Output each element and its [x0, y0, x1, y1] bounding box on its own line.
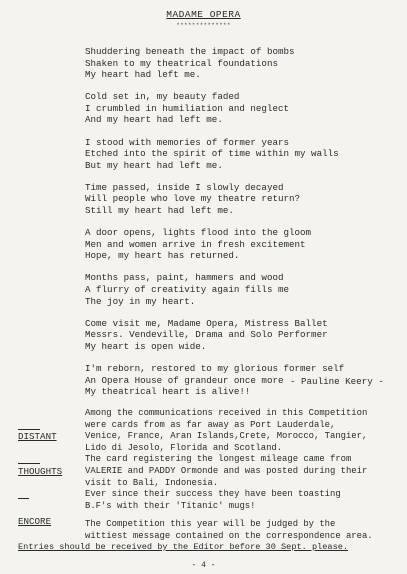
encore-body — [85, 519, 400, 542]
page-number: - 4 - — [191, 561, 216, 570]
body-line: Venice, France, Aran Islands,Crete, Morocco, Tangier, — [85, 431, 368, 442]
encore-heading: ENCORE — [18, 516, 52, 527]
poem-line: Messrs. Vendeville, Drama and Solo Performer — [85, 329, 328, 341]
body-line: Ever since their success they have been toasting — [85, 489, 341, 500]
poem-line: I'm reborn, restored to my glorious former self — [85, 362, 345, 374]
poem-line: I stood with memories of former years — [85, 136, 289, 148]
body-line: were cards from as far away as Port Lauderdale, — [85, 419, 336, 430]
poem-stanza — [85, 227, 395, 262]
body-line: Lido di Jesolo, Florida and Scotland. — [85, 442, 283, 453]
encore-footer — [18, 542, 403, 554]
poem-line: Cold set in, my beauty faded — [85, 91, 240, 103]
poem-line: I crumbled in humiliation and neglect — [85, 102, 289, 114]
poem-line: An Opera House of grandeur once more — [85, 374, 284, 386]
poem-line: My heart had left me. — [85, 69, 201, 81]
poem-line: Men and women arrive in fresh excitement — [85, 238, 306, 250]
poem-line: Shuddering beneath the impact of bombs — [85, 46, 295, 57]
poem-line: A door opens, lights flood into the gloom — [85, 227, 312, 239]
poem-line: Etched into the spirit of time within my walls — [85, 148, 339, 160]
page-title: MADAME OPERA — [166, 9, 241, 20]
title-underline-rule: ************** — [176, 22, 231, 29]
poem-line: Come visit me, Madame Opera, Mistress Ballet — [85, 317, 328, 329]
body-line: Among the communications received in this Competition — [85, 408, 368, 418]
poem-line: Months pass, paint, hammers and wood — [85, 272, 284, 284]
poem-line: Still my heart had left me. — [85, 205, 234, 217]
body-line: visit to Bali, Indonesia. — [85, 477, 219, 488]
poem-line: And my heart had left me. — [85, 114, 223, 126]
poem-stanza — [85, 46, 395, 81]
poem-line: My heart is open wide. — [85, 340, 207, 352]
heading-line: DISTANT — [18, 431, 57, 443]
poem-line: But my heart had left me. — [85, 159, 223, 171]
heading-line: THOUGHTS — [18, 465, 63, 477]
poem-line: My theatrical heart is alive!! — [85, 386, 251, 398]
body-line: The card registering the longest mileage came from — [85, 454, 352, 465]
poem-stanza — [85, 318, 395, 353]
poem-stanza — [85, 91, 395, 126]
poem-author: - Pauline Keery - — [290, 376, 384, 387]
distant-thoughts-body — [85, 408, 400, 512]
poem-stanza — [85, 182, 395, 217]
poem-line: The joy in my heart. — [85, 295, 196, 307]
poem-line: Hope, my heart has returned. — [85, 250, 240, 262]
poem — [85, 46, 395, 408]
poem-line: A flurry of creativity again fills me — [85, 284, 289, 295]
body-line: B.F's with their 'Titanic' mugs! — [85, 500, 256, 511]
entries-deadline-line: Entries should be received by the Editor before 30 Sept. please. — [18, 542, 349, 552]
body-line: The Competition this year will be judged by the — [85, 519, 336, 529]
body-line: VALERIE and PADDY Ormonde and was posted during their — [85, 465, 368, 476]
poem-line: Will people who love my theatre return? — [85, 193, 301, 205]
poem-line: Time passed, inside I slowly decayed — [85, 181, 284, 193]
poem-line: Shaken to my theatrical foundations — [85, 57, 278, 69]
poem-stanza — [85, 137, 395, 172]
poem-stanza — [85, 272, 395, 307]
distant-thoughts-heading — [18, 408, 62, 501]
body-line: wittiest message contained on the correspondence area. — [85, 530, 373, 541]
